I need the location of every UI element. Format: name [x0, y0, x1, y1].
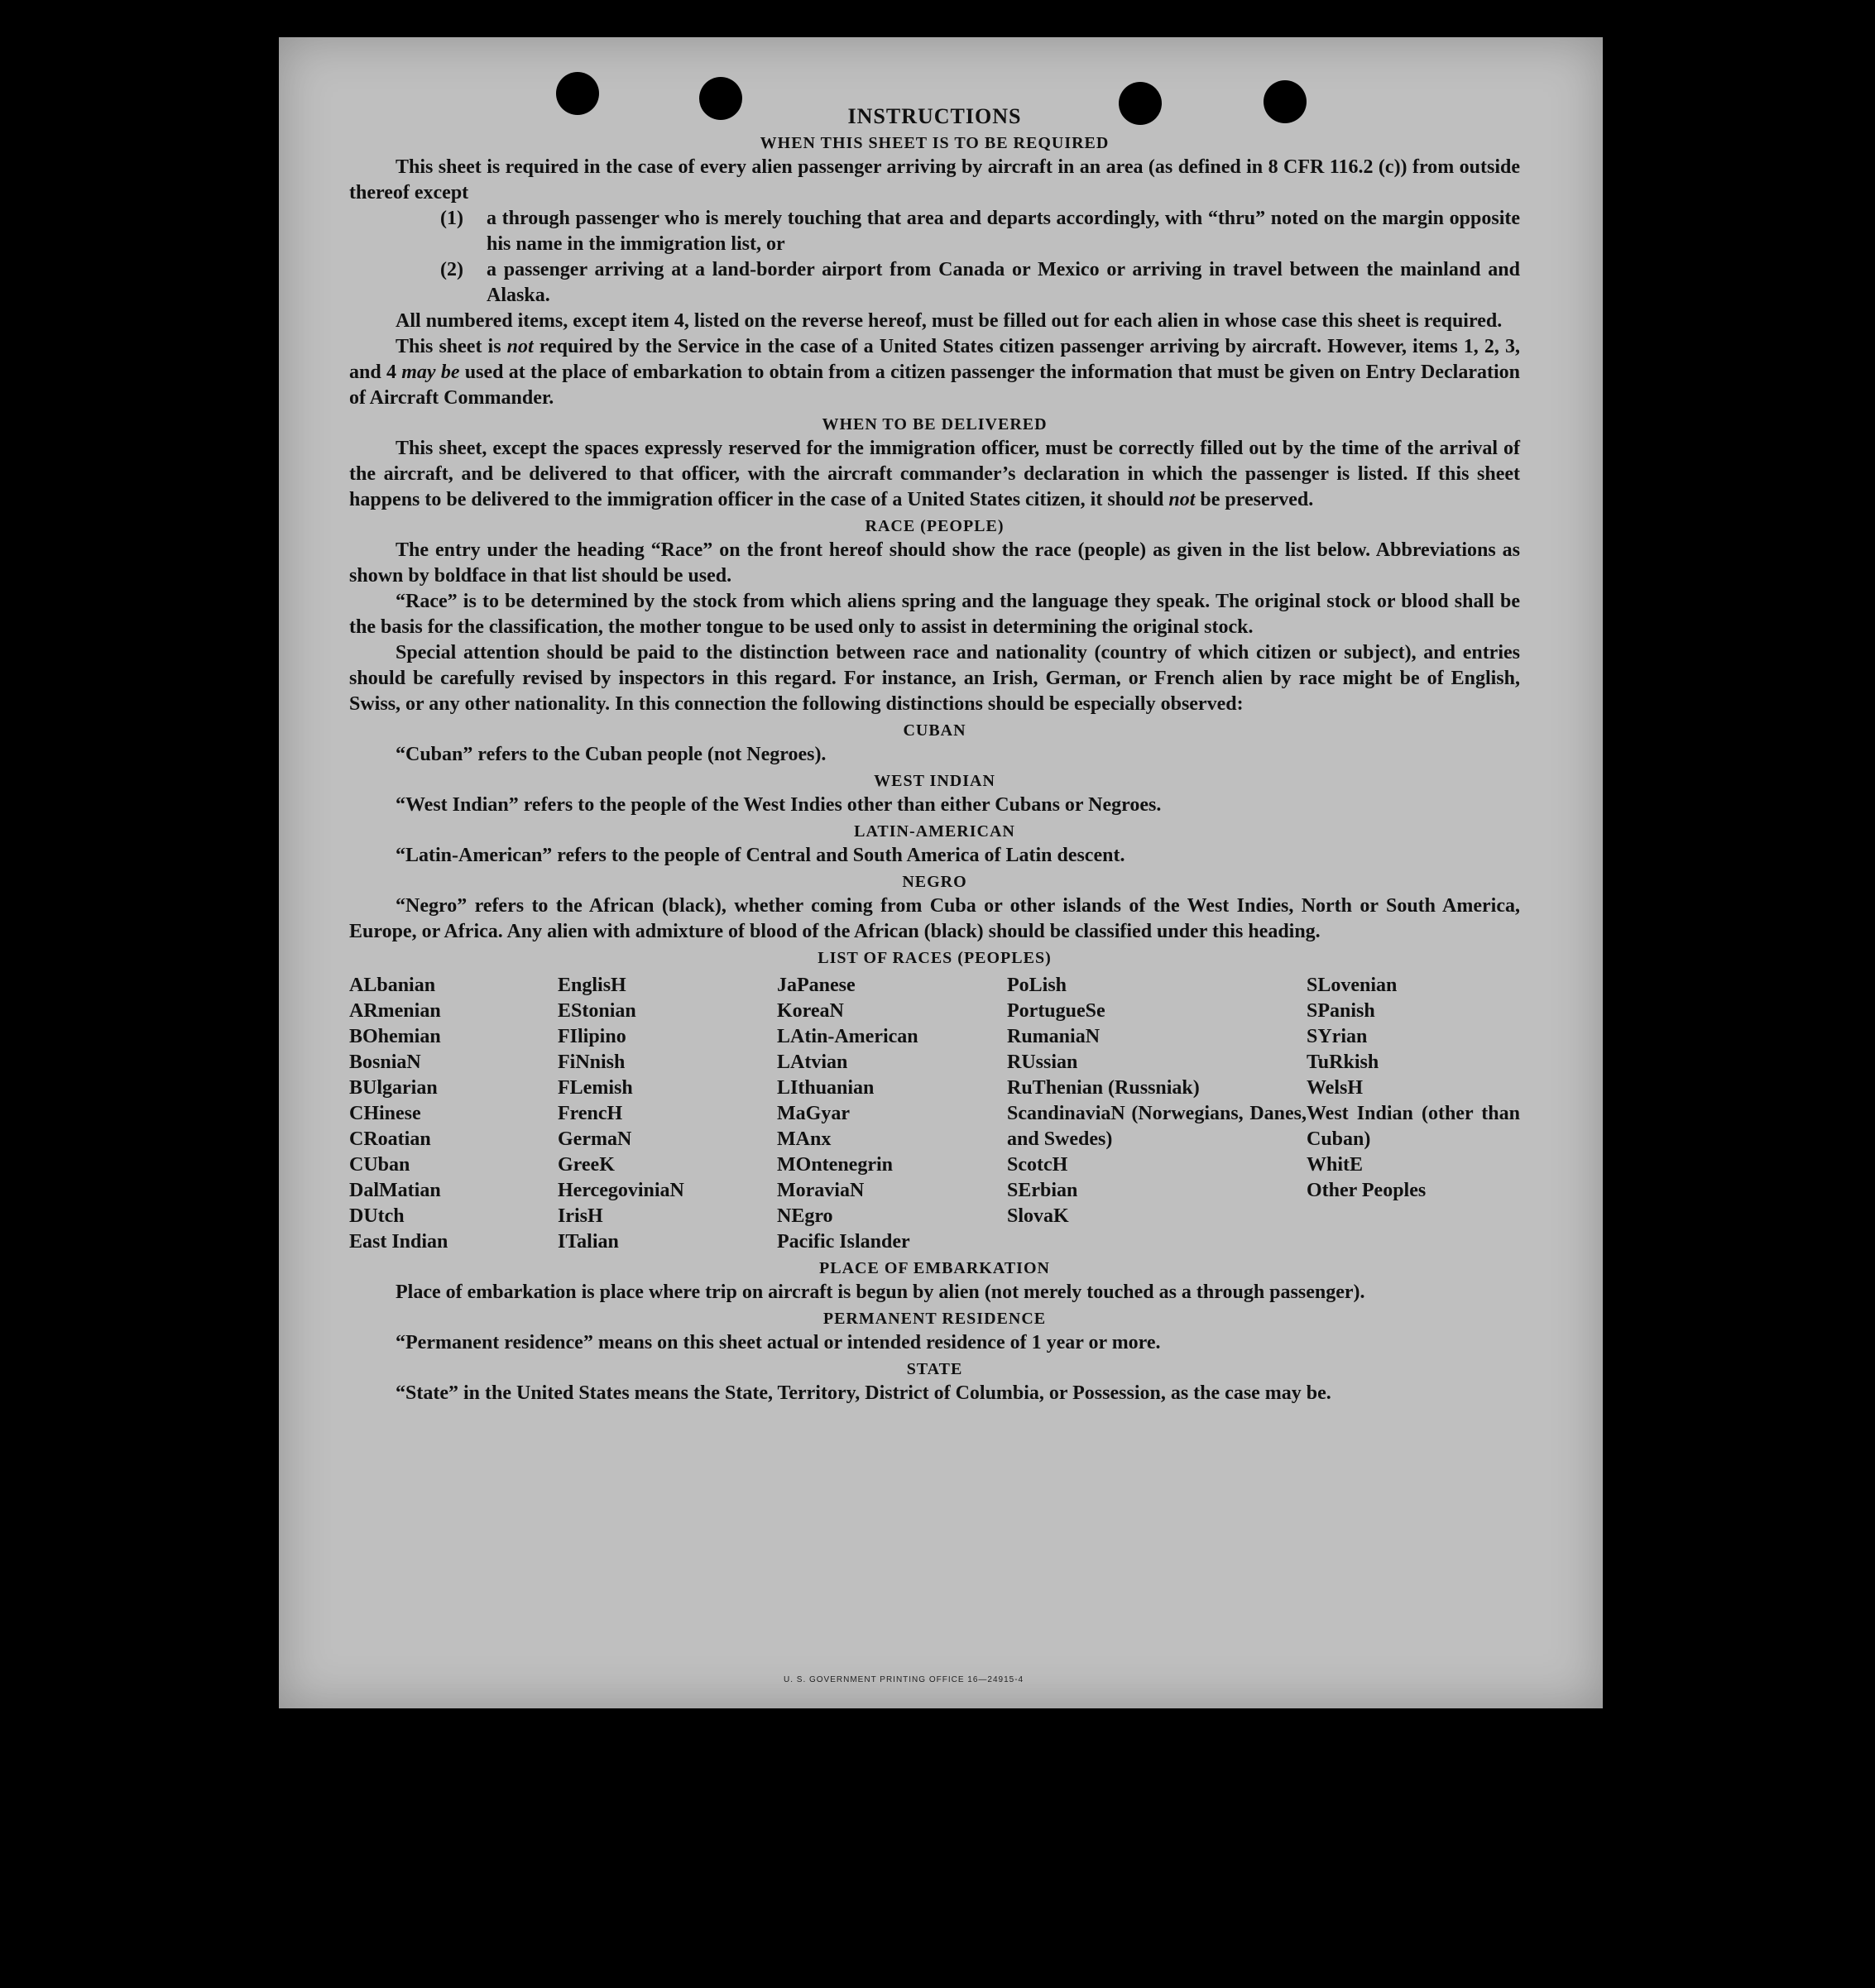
- heading-west-indian: WEST INDIAN: [874, 772, 995, 790]
- race-entry: IrisH: [558, 1205, 603, 1227]
- list-item: [440, 206, 1520, 257]
- paragraph: “West Indian” refers to the people of the West Indies other than either Cubans or Negroes.: [396, 794, 1162, 816]
- race-entry: FrencH: [558, 1103, 623, 1124]
- paragraph: “State” in the United States means the State, Territory, District of Columbia, or Possession, as the case may be.: [396, 1382, 1331, 1404]
- race-entry: DalMatian: [349, 1180, 441, 1201]
- heading-permanent-residence: PERMANENT RESIDENCE: [822, 1310, 1047, 1328]
- paragraph: The entry under the heading “Race” on the front hereof should show the race (people) as given in the list below. Abbreviations as shown by boldface in that list should be used.: [349, 539, 1520, 587]
- race-entry: FiNnish: [558, 1051, 626, 1073]
- race-entry: SPanish: [1307, 1000, 1375, 1022]
- race-entry: BosniaN: [349, 1051, 421, 1073]
- paragraph: “Permanent residence” means on this sheet actual or intended residence of 1 year or more.: [396, 1332, 1161, 1353]
- race-entry: LAtvian: [777, 1051, 848, 1073]
- race-entry: Other Peoples: [1307, 1180, 1427, 1201]
- race-entry: RumaniaN: [1007, 1026, 1101, 1047]
- race-entry: CRoatian: [349, 1128, 431, 1150]
- race-entry: KoreaN: [777, 1000, 844, 1022]
- heading-when-delivered: WHEN TO BE DELIVERED: [822, 415, 1048, 434]
- race-entry: JaPanese: [777, 975, 856, 996]
- paragraph: All numbered items, except item 4, listed on the reverse hereof, must be filled out for each alien in whose case this sheet is required.: [396, 310, 1503, 332]
- race-entry: FLemish: [558, 1077, 633, 1099]
- paragraph: “Latin-American” refers to the people of Central and South America of Latin descent.: [396, 845, 1125, 866]
- races-list: [349, 973, 1520, 1255]
- races-column: [1007, 973, 1307, 1255]
- race-entry: FIlipino: [558, 1026, 626, 1047]
- paragraph: Special attention should be paid to the distinction between race and nationality (country of which citizen or subject), and entries should be carefully revised by inspectors in this regard. For instance, an Irish, German, or French alien by race might be of English, Swiss, or any other nationality. In this connection the following distinctions should be especially observed:: [349, 642, 1520, 715]
- race-entry: MAnx: [777, 1128, 832, 1150]
- race-entry: DUtch: [349, 1205, 405, 1227]
- item-number: (2): [440, 259, 463, 280]
- races-column: [1307, 973, 1520, 1255]
- race-entry: WhitE: [1307, 1154, 1364, 1176]
- paragraph: “Cuban” refers to the Cuban people (not Negroes).: [396, 744, 827, 765]
- heading-race: RACE (PEOPLE): [865, 517, 1005, 535]
- document-sheet: [279, 37, 1603, 1708]
- list-item: [440, 257, 1520, 309]
- race-entry: ScandinaviaN (Norwegians, Danes, and Swedes): [1007, 1103, 1307, 1150]
- race-entry: West Indian (other than Cuban): [1307, 1103, 1520, 1150]
- item-text: a through passenger who is merely touching that area and departs accordingly, with “thru” noted on the margin opposite his name in the immigration list, or: [487, 208, 1520, 255]
- races-column: [349, 973, 558, 1255]
- race-entry: EStonian: [558, 1000, 636, 1022]
- race-entry: HercegoviniaN: [558, 1180, 684, 1201]
- heading-when-required: WHEN THIS SHEET IS TO BE REQUIRED: [760, 134, 1110, 152]
- item-number: (1): [440, 208, 463, 229]
- race-entry: LIthuanian: [777, 1077, 875, 1099]
- race-entry: PortugueSe: [1007, 1000, 1105, 1022]
- race-entry: BUlgarian: [349, 1077, 438, 1099]
- race-entry: SErbian: [1007, 1180, 1078, 1201]
- race-entry: BOhemian: [349, 1026, 441, 1047]
- race-entry: RuThenian (Russniak): [1007, 1077, 1200, 1099]
- item-text: a passenger arriving at a land-border airport from Canada or Mexico or arriving in travel between the mainland and Alaska.: [487, 259, 1520, 306]
- printing-office-footer: U. S. GOVERNMENT PRINTING OFFICE 16—24915-4: [784, 1675, 1024, 1684]
- race-entry: TuRkish: [1307, 1051, 1379, 1073]
- race-entry: GreeK: [558, 1154, 615, 1176]
- paragraph: “Negro” refers to the African (black), whether coming from Cuba or other islands of the West Indies, North or South America, Europe, or Africa. Any alien with admixture of blood of the African (black) should be classified under this heading.: [349, 895, 1520, 942]
- race-entry: RUssian: [1007, 1051, 1078, 1073]
- race-entry: SYrian: [1307, 1026, 1368, 1047]
- heading-list-of-races: LIST OF RACES (PEOPLES): [818, 949, 1052, 967]
- paragraph: “Race” is to be determined by the stock from which aliens spring and the language they speak. The original stock or blood shall be the basis for the classification, the mother tongue to be used only to assist in determining the original stock.: [349, 591, 1520, 638]
- instructions-content: [349, 103, 1520, 1406]
- race-entry: CHinese: [349, 1103, 421, 1124]
- race-entry: MaGyar: [777, 1103, 850, 1124]
- heading-cuban: CUBAN: [903, 721, 966, 740]
- race-entry: WelsH: [1307, 1077, 1364, 1099]
- race-entry: MoraviaN: [777, 1180, 865, 1201]
- paragraph: This sheet, except the spaces expressly reserved for the immigration officer, must be correctly filled out by the time of the arrival of the aircraft, and be delivered to that officer, with the aircraft commander’s declaration in which the passenger is listed. If this sheet happens to be delivered to the immigration officer in the case of a United States citizen, it should not be preserved.: [349, 438, 1520, 510]
- paragraph: This sheet is not required by the Service in the case of a United States citizen passenger arriving by aircraft. However, items 1, 2, 3, and 4 may be used at the place of embarkation to obtain from a citizen passenger the information that must be given on Entry Declaration of Aircraft Commander.: [349, 336, 1521, 409]
- race-entry: PoLish: [1007, 975, 1067, 996]
- race-entry: NEgro: [777, 1205, 833, 1227]
- race-entry: EnglisH: [558, 975, 626, 996]
- race-entry: Pacific Islander: [777, 1231, 910, 1253]
- race-entry: ScotcH: [1007, 1154, 1068, 1176]
- races-column: [558, 973, 777, 1255]
- heading-place-of-embarkation: PLACE OF EMBARKATION: [819, 1259, 1050, 1277]
- race-entry: MOntenegrin: [777, 1154, 893, 1176]
- race-entry: GermaN: [558, 1128, 632, 1150]
- race-entry: ITalian: [558, 1231, 619, 1253]
- heading-latin-american: LATIN-AMERICAN: [854, 822, 1015, 841]
- race-entry: SlovaK: [1007, 1205, 1069, 1227]
- race-entry: East Indian: [349, 1231, 448, 1253]
- heading-negro: NEGRO: [902, 873, 967, 891]
- race-entry: CUban: [349, 1154, 410, 1176]
- race-entry: ALbanian: [349, 975, 436, 996]
- races-column: [777, 973, 1007, 1255]
- race-entry: SLovenian: [1307, 975, 1398, 996]
- paragraph: Place of embarkation is place where trip on aircraft is begun by alien (not merely touched as a through passenger).: [396, 1281, 1365, 1303]
- paragraph: This sheet is required in the case of every alien passenger arriving by aircraft in an area (as defined in 8 CFR 116.2 (c)) from outside thereof except: [349, 156, 1520, 204]
- race-entry: ARmenian: [349, 1000, 441, 1022]
- heading-state: STATE: [906, 1360, 963, 1378]
- race-entry: LAtin-American: [777, 1026, 918, 1047]
- page-title: INSTRUCTIONS: [847, 104, 1022, 128]
